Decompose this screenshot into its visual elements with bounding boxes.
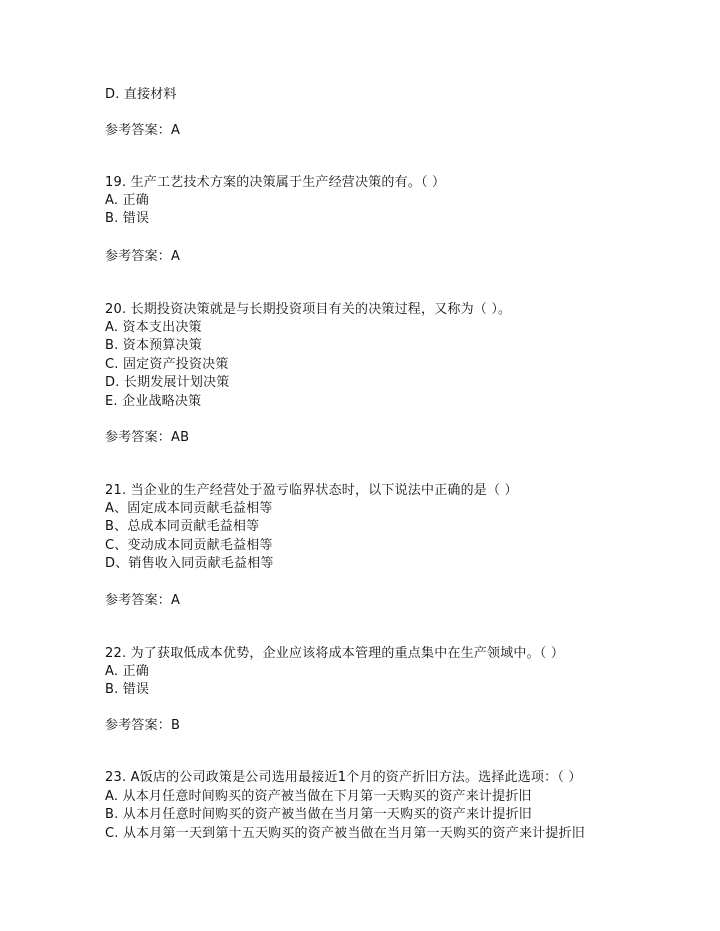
option-d: D、销售收入同贡献毛益相等 — [105, 556, 274, 571]
option-b: B. 错误 — [105, 211, 150, 226]
option-d: D. 直接材料 — [105, 87, 177, 102]
answer-key: 参考答案：A — [105, 249, 181, 264]
question-stem: 21. 当企业的生产经营处于盈亏临界状态时，以下说法中正确的是（ ） — [105, 483, 518, 498]
option-a: A. 正确 — [105, 193, 149, 208]
option-d: D. 长期发展计划决策 — [105, 375, 230, 390]
option-b: B. 资本预算决策 — [105, 338, 202, 353]
answer-key: 参考答案：A — [105, 593, 181, 608]
option-b: B、总成本同贡献毛益相等 — [105, 519, 260, 534]
option-c: C. 从本月第一天到第十五天购买的资产被当做在当月第一天购买的资产来计提折旧 — [105, 826, 585, 841]
option-e: E. 企业战略决策 — [105, 394, 202, 409]
option-c: C. 固定资产投资决策 — [105, 357, 229, 372]
option-b: B. 错误 — [105, 682, 150, 697]
option-b: B. 从本月任意时间购买的资产被当做在当月第一天购买的资产来计提折旧 — [105, 807, 532, 822]
option-a: A. 正确 — [105, 664, 149, 679]
answer-key: 参考答案：A — [105, 123, 181, 138]
answer-key: 参考答案：AB — [105, 430, 190, 445]
answer-key: 参考答案：B — [105, 718, 181, 733]
option-a: A、固定成本同贡献毛益相等 — [105, 501, 273, 516]
question-stem: 22. 为了获取低成本优势，企业应该将成本管理的重点集中在生产领域中。（ ） — [105, 646, 565, 661]
option-a: A. 资本支出决策 — [105, 320, 202, 335]
option-a: A. 从本月任意时间购买的资产被当做在下月第一天购买的资产来计提折旧 — [105, 789, 532, 804]
question-stem: 20. 长期投资决策就是与长期投资项目有关的决策过程，又称为（ ）。 — [105, 302, 512, 317]
question-stem: 23. A饭店的公司政策是公司选用最接近1个月的资产折旧方法。选择此选项：（ ） — [105, 770, 582, 785]
question-stem: 19. 生产工艺技术方案的决策属于生产经营决策的有。（ ） — [105, 175, 446, 190]
option-c: C、变动成本同贡献毛益相等 — [105, 538, 273, 553]
